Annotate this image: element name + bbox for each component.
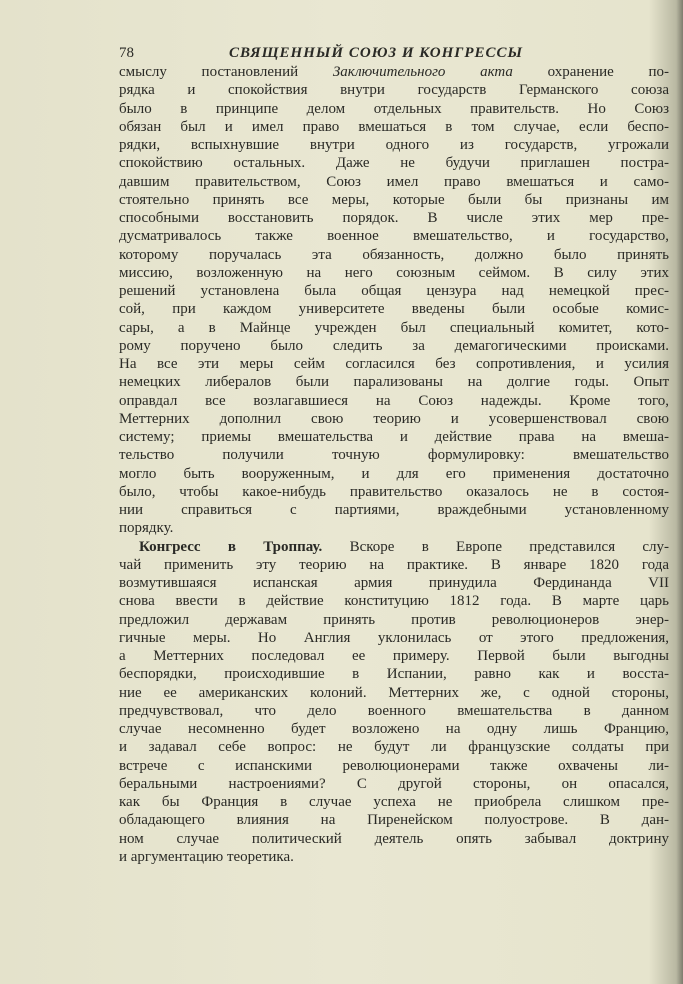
- paragraph-2-lines: [119, 556, 669, 848]
- text-line: ние ее американских колоний. Меттерних же, с одной стороны,: [119, 684, 669, 701]
- text-line: оправдал все возлагавшиеся на Союз надежды. Кроме того,: [119, 392, 669, 409]
- text-line: встрече с испанскими революционерами также охвачены ли-: [119, 757, 669, 774]
- text-line: Меттерних дополнил свою теорию и усовершенствовал свою: [119, 410, 669, 427]
- text-line: сары, а в Майнце учрежден был специальный комитет, кото-: [119, 319, 669, 336]
- text-line: немецких либералов были парализованы на долгие годы. Опыт: [119, 374, 669, 391]
- text-line: было, чтобы какое-нибудь правительство оказалось не в состоя-: [119, 483, 669, 500]
- text-line: дусматривалось также военное вмешательство, и государство,: [119, 228, 669, 245]
- text-line: тельство получили точную формулировку: вмешательство: [119, 447, 669, 464]
- text-line: предложил державам принять против революционеров энер-: [119, 611, 669, 628]
- text-segment: смыслу постановлений: [119, 64, 333, 80]
- text-line: и задавал себе вопрос: не будут ли французские солдаты при: [119, 739, 669, 756]
- text-line: возмутившаяся испанская армия принудила Фердинанда VII: [119, 575, 669, 591]
- text-line: стоятельно принять все меры, которые были бы признаны им: [119, 191, 669, 208]
- text-line: [119, 538, 669, 556]
- page-number: 78: [119, 45, 134, 61]
- text-line: которому поручалась эта обязанность, должно было принять: [119, 246, 669, 263]
- text-segment: охранение по-: [512, 64, 669, 80]
- text-line: случае несомненно будет возложено на одну лишь Францию,: [119, 721, 669, 737]
- text-line: миссию, возложенную на него союзным сеймом. В силу этих: [119, 264, 669, 281]
- text-line: а Меттерних последовал ее примеру. Первой были выгодны: [119, 648, 669, 664]
- paragraph-1-lines: [119, 81, 669, 519]
- text-line: и аргументацию теоретика.: [119, 848, 294, 865]
- text-line: снова ввести в действие конституцию 1812 года. В марте царь: [119, 593, 669, 610]
- text-line: было в принципе делом отдельных правительств. Но Союз: [119, 100, 669, 117]
- text-line: гичные меры. Но Англия уклонилась от этого предложения,: [119, 629, 669, 646]
- text-line: рядка и спокойствия внутри государств Германского союза: [119, 82, 669, 99]
- text-line: рядки, вспыхнувшие внутри одного из государств, угрожали: [119, 137, 669, 153]
- text-line: обладающего влияния на Пиренейском полуострове. В дан-: [119, 812, 669, 829]
- text-line: обязан был и имел право вмешаться в том случае, если беспо-: [119, 118, 669, 135]
- text-line: беральными настроениями? С другой стороны, он опасался,: [119, 775, 669, 792]
- text-line: спокойствию остальных. Даже не будучи приглашен постра-: [119, 155, 669, 172]
- text-segment: Вскоре в Европе представился слу-: [322, 538, 670, 555]
- text-line: способными восстановить порядок. В числе этих мер пре-: [119, 210, 669, 226]
- text-line: могло быть вооруженным, и для его применения достаточно: [119, 465, 669, 482]
- text-line: [119, 63, 669, 81]
- text-line: систему; приемы вмешательства и действие права на вмеша-: [119, 429, 669, 445]
- text-line: порядку.: [119, 520, 174, 537]
- running-title: СВЯЩЕННЫЙ СОЮЗ И КОНГРЕССЫ: [229, 45, 524, 61]
- text-line: как бы Франция в случае успеха не приобрела слишком пре-: [119, 794, 669, 810]
- italic-term: Заключительного акта: [332, 64, 513, 80]
- text-line: решений установлена была общая цензура над немецкой прес-: [119, 283, 669, 299]
- section-heading: Конгресс в Троппау.: [139, 538, 323, 555]
- text-line: На все эти меры сейм согласился без сопротивления, и усилия: [119, 356, 669, 372]
- text-line: рому поручено было следить за демагогическими происками.: [119, 337, 669, 354]
- text-line: нии справиться с партиями, враждебными установленному: [119, 502, 669, 518]
- text-line: предчувствовал, что дело военного вмешательства в данном: [119, 702, 669, 719]
- page-body: [119, 63, 669, 866]
- text-line: сой, при каждом университете введены были особые комис-: [119, 301, 669, 318]
- page-header: [119, 45, 669, 65]
- text-line: давшим правительством, Союз имел право вмешаться и само-: [119, 173, 669, 190]
- text-line: беспорядки, происходившие в Испании, равно как и восста-: [119, 666, 669, 683]
- text-line: чай применить эту теорию на практике. В январе 1820 года: [119, 556, 669, 573]
- text-line: ном случае политический деятель опять забывал доктрину: [119, 830, 669, 847]
